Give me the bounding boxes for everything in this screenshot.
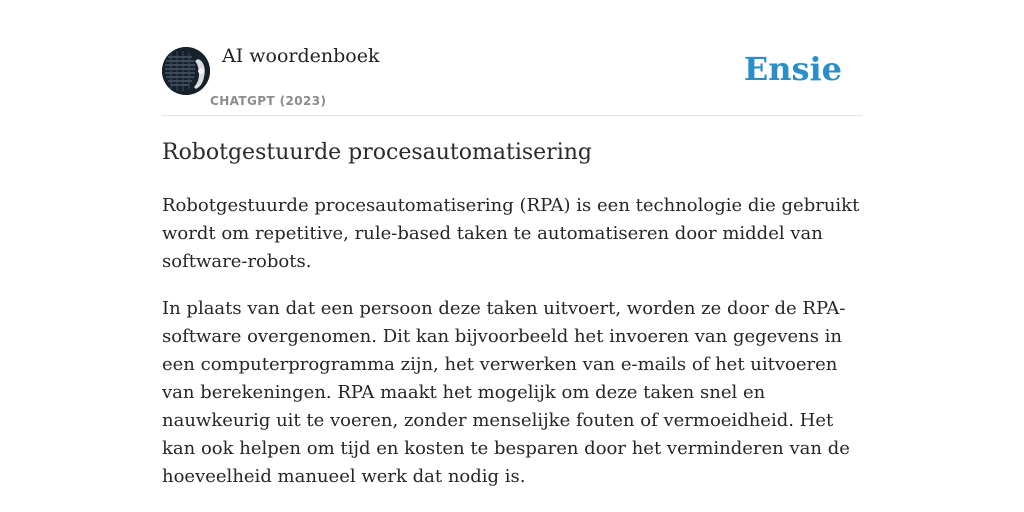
avatar[interactable] bbox=[162, 47, 210, 95]
entry-title: Robotgestuurde procesautomatisering bbox=[162, 140, 592, 165]
robot-avatar-icon bbox=[162, 47, 210, 95]
source-subtitle: CHATGPT (2023) bbox=[210, 94, 327, 108]
body-paragraph: In plaats van dat een persoon deze taken uitvoert, worden ze door de RPA-software overgenomen. Dit kan bijvoorbeeld het invoeren van gegevens in een computerprogramma zijn, het verwerken van e-mails of het uitvoeren van berekeningen. RPA maakt het mogelijk om deze taken snel en nauwkeurig uit te voeren, zonder menselijke fouten of vermoeidheid. Het kan ook helpen om tijd en kosten te besparen door het verminderen van de hoeveelheid manueel werk dat nodig is. bbox=[162, 298, 850, 487]
source-name[interactable]: AI woordenboek bbox=[222, 45, 380, 67]
header-divider bbox=[162, 115, 862, 116]
brand-logo[interactable]: Ensie bbox=[743, 50, 842, 88]
entry-card bbox=[162, 0, 862, 512]
body-paragraph: Robotgestuurde procesautomatisering (RPA) is een technologie die gebruikt wordt om repetitive, rule-based taken te automatiseren door middel van software-robots. bbox=[162, 195, 860, 272]
entry-body bbox=[162, 192, 866, 510]
